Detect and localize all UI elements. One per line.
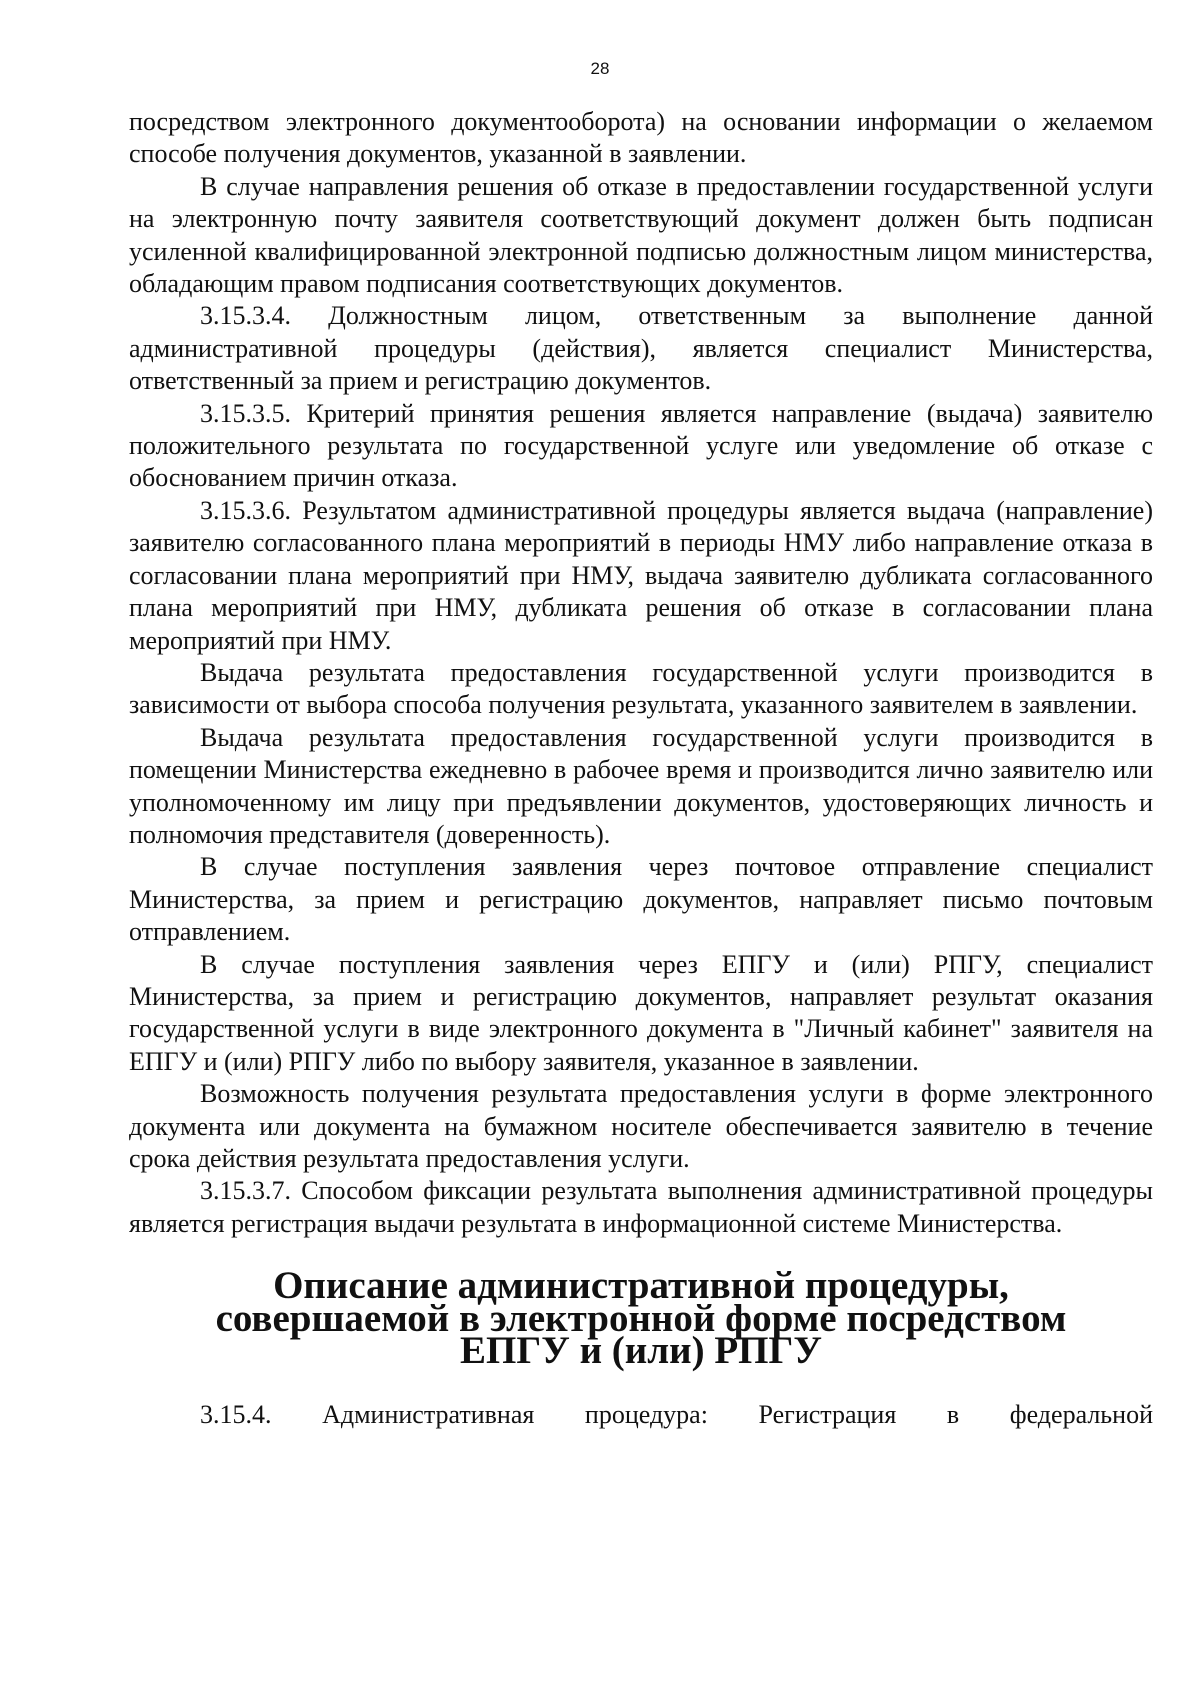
- document-body: [129, 106, 1153, 1432]
- page-number: 28: [590, 59, 610, 78]
- paragraph-epgu-application: В случае поступления заявления через ЕПГУ и (или) РПГУ, специалист Министерства, за прием и регистрацию документов, направляет результат оказания государственной услуги в виде электронного документа в "Личный кабинет" заявителя на ЕПГУ и (или) РПГУ либо по выбору заявителя, указанное в заявлении.: [129, 949, 1153, 1076]
- paragraph-postal-application: В случае поступления заявления через почтовое отправление специалист Министерства, за прием и регистрацию документов, направляет письмо почтовым отправлением.: [129, 852, 1153, 947]
- paragraph-3-15-3-5: 3.15.3.5. Критерий принятия решения является направление (выдача) заявителю положительного результата по государственной услуге или уведомление об отказе с обоснованием причин отказа.: [129, 398, 1153, 493]
- paragraph-3-15-3-4: 3.15.3.4. Должностным лицом, ответственным за выполнение данной административной процедуры (действия), является специалист Министерства, ответственный за прием и регистрацию документов.: [129, 301, 1153, 396]
- paragraph-refusal-email: В случае направления решения об отказе в предоставлении государственной услуги на электронную почту заявителя соответствующий документ должен быть подписан усиленной квалифицированной электронной подписью должностным лицом министерства, обладающим правом подписания соответствующих документов.: [129, 171, 1153, 299]
- paragraph-result-issuance-choice: Выдача результата предоставления государственной услуги производится в зависимости от выбора способа получения результата, указанного заявителем в заявлении.: [129, 657, 1153, 720]
- paragraph-result-issuance-premises: Выдача результата предоставления государственной услуги производится в помещении Министерства ежедневно в рабочее время и производится лично заявителю или уполномоченному им лицу при предъявлении документов, удостоверяющих личность и полномочия представителя (доверенность).: [129, 722, 1153, 849]
- paragraph-continuation: посредством электронного документооборота) на основании информации о желаемом способе получения документов, указанной в заявлении.: [129, 107, 1153, 169]
- section-heading: Описание административной процедуры, совершаемой в электронной форме посредством ЕПГУ и (или) РПГУ: [215, 1264, 1067, 1373]
- paragraph-3-15-3-6: 3.15.3.6. Результатом административной процедуры является выдача (направление) заявителю согласованного плана мероприятий в периоды НМУ либо направление отказа в согласовании плана мероприятий при НМУ, выдача заявителю дубликата согласованного плана мероприятий при НМУ, дубликата решения об отказе в согласовании плана мероприятий при НМУ.: [129, 495, 1153, 655]
- paragraph-electronic-or-paper: Возможность получения результата предоставления услуги в форме электронного документа или документа на бумажном носителе обеспечивается заявителю в течение срока действия результата предоставления услуги.: [129, 1079, 1153, 1173]
- paragraph-3-15-4: 3.15.4. Административная процедура: Регистрация в федеральной: [200, 1400, 1153, 1430]
- paragraph-3-15-3-7: 3.15.3.7. Способом фиксации результата выполнения административной процедуры является регистрация выдачи результата в информационной системе Министерства.: [129, 1176, 1153, 1238]
